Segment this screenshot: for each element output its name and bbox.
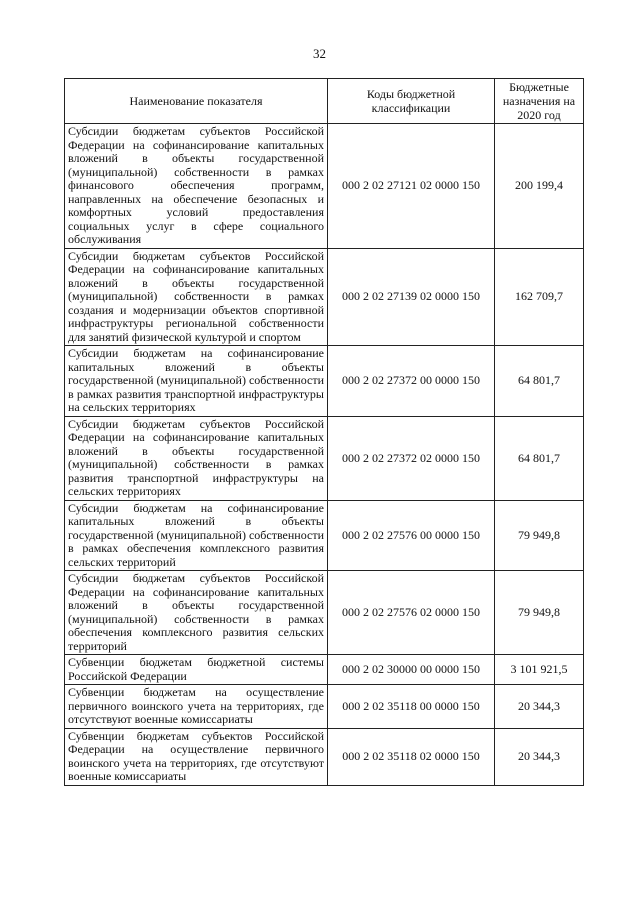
row-name: Субсидии бюджетам субъектов Российской Федерации на софинансирование капитальных вложений в объекты государственной (муниципальной) собственности в рамках развития транспортной инфраструктуры на сельских территориях [65, 416, 328, 500]
budget-table [64, 78, 584, 786]
row-code: 000 2 02 27576 00 0000 150 [328, 500, 495, 571]
table-row [65, 416, 584, 500]
row-code: 000 2 02 35118 00 0000 150 [328, 685, 495, 729]
row-amount: 20 344,3 [495, 685, 584, 729]
table-row [65, 728, 584, 785]
row-amount: 64 801,7 [495, 416, 584, 500]
row-code: 000 2 02 27372 02 0000 150 [328, 416, 495, 500]
row-name: Субвенции бюджетам бюджетной системы Российской Федерации [65, 655, 328, 685]
table-row [65, 685, 584, 729]
table-row [65, 346, 584, 417]
table-row [65, 655, 584, 685]
header-code: Коды бюджетной классификации [328, 79, 495, 124]
row-code: 000 2 02 35118 02 0000 150 [328, 728, 495, 785]
row-name: Субсидии бюджетам субъектов Российской Федерации на софинансирование капитальных вложений в объекты государственной (муниципальной) собственности в рамках создания и модернизации объектов спортивной инфраструктуры региональной собственности для занятий физической культурой и спортом [65, 248, 328, 346]
row-code: 000 2 02 30000 00 0000 150 [328, 655, 495, 685]
row-amount: 20 344,3 [495, 728, 584, 785]
row-amount: 3 101 921,5 [495, 655, 584, 685]
row-amount: 162 709,7 [495, 248, 584, 346]
row-amount: 200 199,4 [495, 124, 584, 249]
row-amount: 79 949,8 [495, 571, 584, 655]
row-name: Субсидии бюджетам на софинансирование капитальных вложений в объекты государственной (муниципальной) собственности в рамках обеспечения комплексного развития сельских территорий [65, 500, 328, 571]
table-row [65, 124, 584, 249]
page-number: 32 [313, 46, 326, 61]
table-row [65, 500, 584, 571]
row-code: 000 2 02 27139 02 0000 150 [328, 248, 495, 346]
row-code: 000 2 02 27576 02 0000 150 [328, 571, 495, 655]
row-name: Субвенции бюджетам субъектов Российской Федерации на осуществление первичного воинского учета на территориях, где отсутствуют военные комиссариаты [65, 728, 328, 785]
table-header-row [65, 79, 584, 124]
row-name: Субсидии бюджетам субъектов Российской Федерации на софинансирование капитальных вложений в объекты государственной (муниципальной) собственности в рамках финансового обеспечения программ, направленных на обеспечение безопасных и комфортных условий предоставления социальных услуг в сфере социального обслуживания [65, 124, 328, 249]
row-code: 000 2 02 27372 00 0000 150 [328, 346, 495, 417]
row-amount: 79 949,8 [495, 500, 584, 571]
row-name: Субсидии бюджетам на софинансирование капитальных вложений в объекты государственной (муниципальной) собственности в рамках развития транспортной инфраструктуры на сельских территориях [65, 346, 328, 417]
header-amount: Бюджетные назначения на 2020 год [495, 79, 584, 124]
row-amount: 64 801,7 [495, 346, 584, 417]
table-row [65, 571, 584, 655]
row-name: Субсидии бюджетам субъектов Российской Федерации на софинансирование капитальных вложений в объекты государственной (муниципальной) собственности в рамках обеспечения комплексного развития сельских территорий [65, 571, 328, 655]
row-name: Субвенции бюджетам на осуществление первичного воинского учета на территориях, где отсутствуют военные комиссариаты [65, 685, 328, 729]
table-row [65, 248, 584, 346]
row-code: 000 2 02 27121 02 0000 150 [328, 124, 495, 249]
header-name: Наименование показателя [65, 79, 328, 124]
